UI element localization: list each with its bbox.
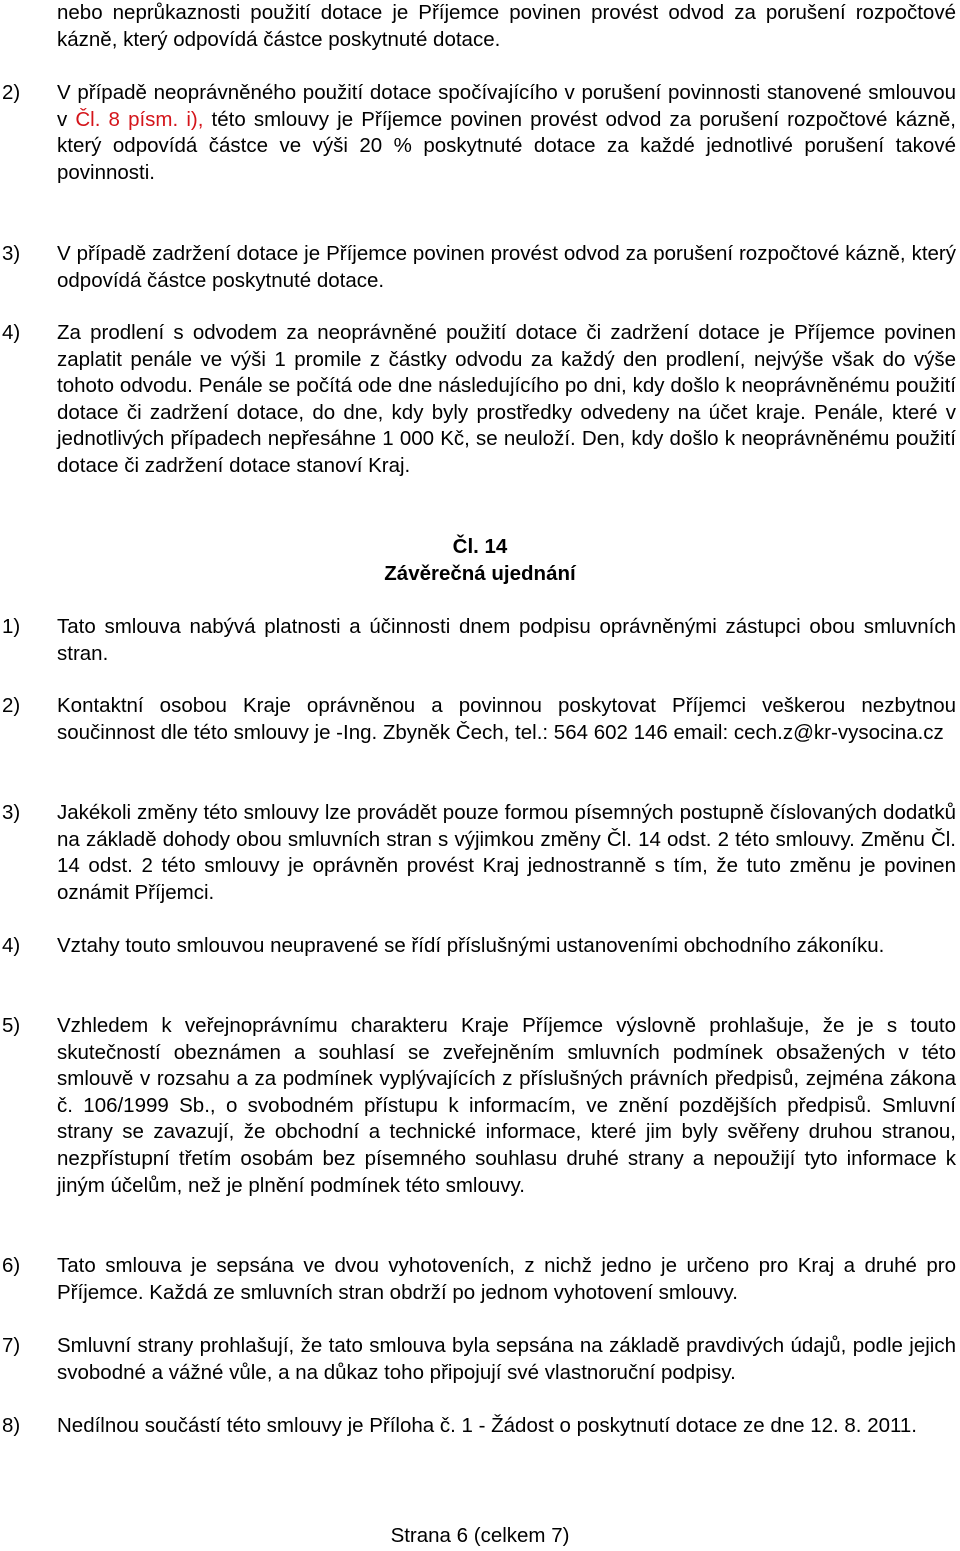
item-text: Vztahy touto smlouvou neupravené se řídí příslušnými ustanoveními obchodního zákoníku.	[57, 934, 885, 957]
item-number: 8)	[2, 1414, 21, 1437]
final-item-2	[0, 693, 956, 746]
final-item-6	[0, 1253, 956, 1306]
item-text: Jakékoli změny této smlouvy lze provádět pouze formou písemných postupně číslovaných dodatků na základě dohody obou smluvních stran s výjimkou změny Čl. 14 odst. 2 této smlouvy. Změnu Čl. 14 odst. 2 této smlouvy je oprávněn provést Kraj jednostranně s tím, že tuto změnu je povinen oznámit Příjemci.	[57, 801, 956, 904]
final-item-3	[0, 800, 956, 906]
paragraph-item-2	[0, 80, 956, 186]
item-number: 1)	[2, 615, 21, 638]
item-text: Tato smlouva je sepsána ve dvou vyhotoveních, z nichž jedno je určeno pro Kraj a druhé pro Příjemce. Každá ze smluvních stran obdrží po jednom vyhotovení smlouvy.	[57, 1254, 956, 1304]
final-item-1	[0, 614, 956, 667]
section-title: Závěrečná ujednání	[384, 562, 576, 585]
item-text: Vzhledem k veřejnoprávnímu charakteru Kraje Příjemce výslovně prohlašuje, že je s touto skutečností obeznámen a souhlasí se zveřejněním smluvních podmínek obsažených v této smlouvě v rozsahu a za podmínek vyplývajících z příslušných právních předpisů, zejména zákona č. 106/1999 Sb., o svobodném přístupu k informacím, ve znění pozdějších předpisů. Smluvní strany se zavazují, že obchodní a technické informace, které jim byly svěřeny druhou stranou, nezpřístupní třetím osobám bez písemného souhlasu druhé strany a nepoužijí tyto informace k jiným účelům, než je plnění podmínek této smlouvy.	[57, 1014, 956, 1197]
article-number-heading: Čl. 14	[452, 535, 508, 558]
item-text: Za prodlení s odvodem za neoprávněné použití dotace či zadržení dotace je Příjemce povinen zaplatit penále ve výši 1 promile z částky odvodu za každý den prodlení, nejvýše však do výše tohoto odvodu. Penále se počítá ode dne následujícího po dni, kdy došlo k neoprávněnému použití dotace či zadržení dotace, do dne, kdy byly prostředky odvedeny na účet kraje. Penále, které v jednotlivých případech nepřesáhne 1 000 Kč, se neuloží. Den, kdy došlo k neoprávněnému použití dotace či zadržení dotace stanoví Kraj.	[57, 321, 956, 477]
item-number: 4)	[2, 934, 21, 957]
continuation-paragraph: nebo neprůkaznosti použití dotace je Příjemce povinen provést odvod za porušení rozpočtové kázně, který odpovídá částce poskytnuté dotace.	[57, 1, 956, 51]
item-text: V případě neoprávněného použití dotace spočívajícího v porušení povinnosti stanovené smlouvou v Čl. 8 písm. i), této smlouvy je Příjemce povinen provést odvod za porušení rozpočtové kázně, který odpovídá částce ve výši 20 % poskytnuté dotace za každé jednotlivé porušení takové povinnosti.	[57, 81, 956, 184]
item-number: 3)	[2, 242, 21, 265]
item-number: 5)	[2, 1014, 21, 1037]
item-text: Tato smlouva nabývá platnosti a účinnosti dnem podpisu oprávněnými zástupci obou smluvních stran.	[57, 615, 956, 665]
item-text: Kontaktní osobou Kraje oprávněnou a povinnou poskytovat Příjemci veškerou nezbytnou součinnost dle této smlouvy je -Ing. Zbyněk Čech, tel.: 564 602 146 email: cech.z@kr-vysocina.cz	[57, 694, 956, 744]
final-item-8	[0, 1413, 956, 1440]
item-number: 3)	[2, 801, 21, 824]
item-text: V případě zadržení dotace je Příjemce povinen provést odvod za porušení rozpočtové kázně, který odpovídá částce poskytnuté dotace.	[57, 242, 956, 292]
item-text: Nedílnou součástí této smlouvy je Příloha č. 1 - Žádost o poskytnutí dotace ze dne 12. 8. 2011.	[57, 1414, 917, 1437]
paragraph-item-3	[0, 241, 956, 294]
final-item-4	[0, 933, 956, 960]
item-number: 2)	[2, 694, 21, 717]
item-text: Smluvní strany prohlašují, že tato smlouva byla sepsána na základě pravdivých údajů, podle jejich svobodné a vážné vůle, a na důkaz toho připojují své vlastnoruční podpisy.	[57, 1334, 956, 1384]
final-item-7	[0, 1333, 956, 1386]
item-number: 7)	[2, 1334, 21, 1357]
item-number: 6)	[2, 1254, 21, 1277]
final-item-5	[0, 1013, 956, 1199]
item-number: 4)	[2, 321, 21, 344]
paragraph-item-4	[0, 320, 956, 480]
item-number: 2)	[2, 81, 21, 104]
article-reference: Čl. 8 písm. i),	[75, 107, 204, 131]
page-footer: Strana 6 (celkem 7)	[390, 1524, 570, 1547]
